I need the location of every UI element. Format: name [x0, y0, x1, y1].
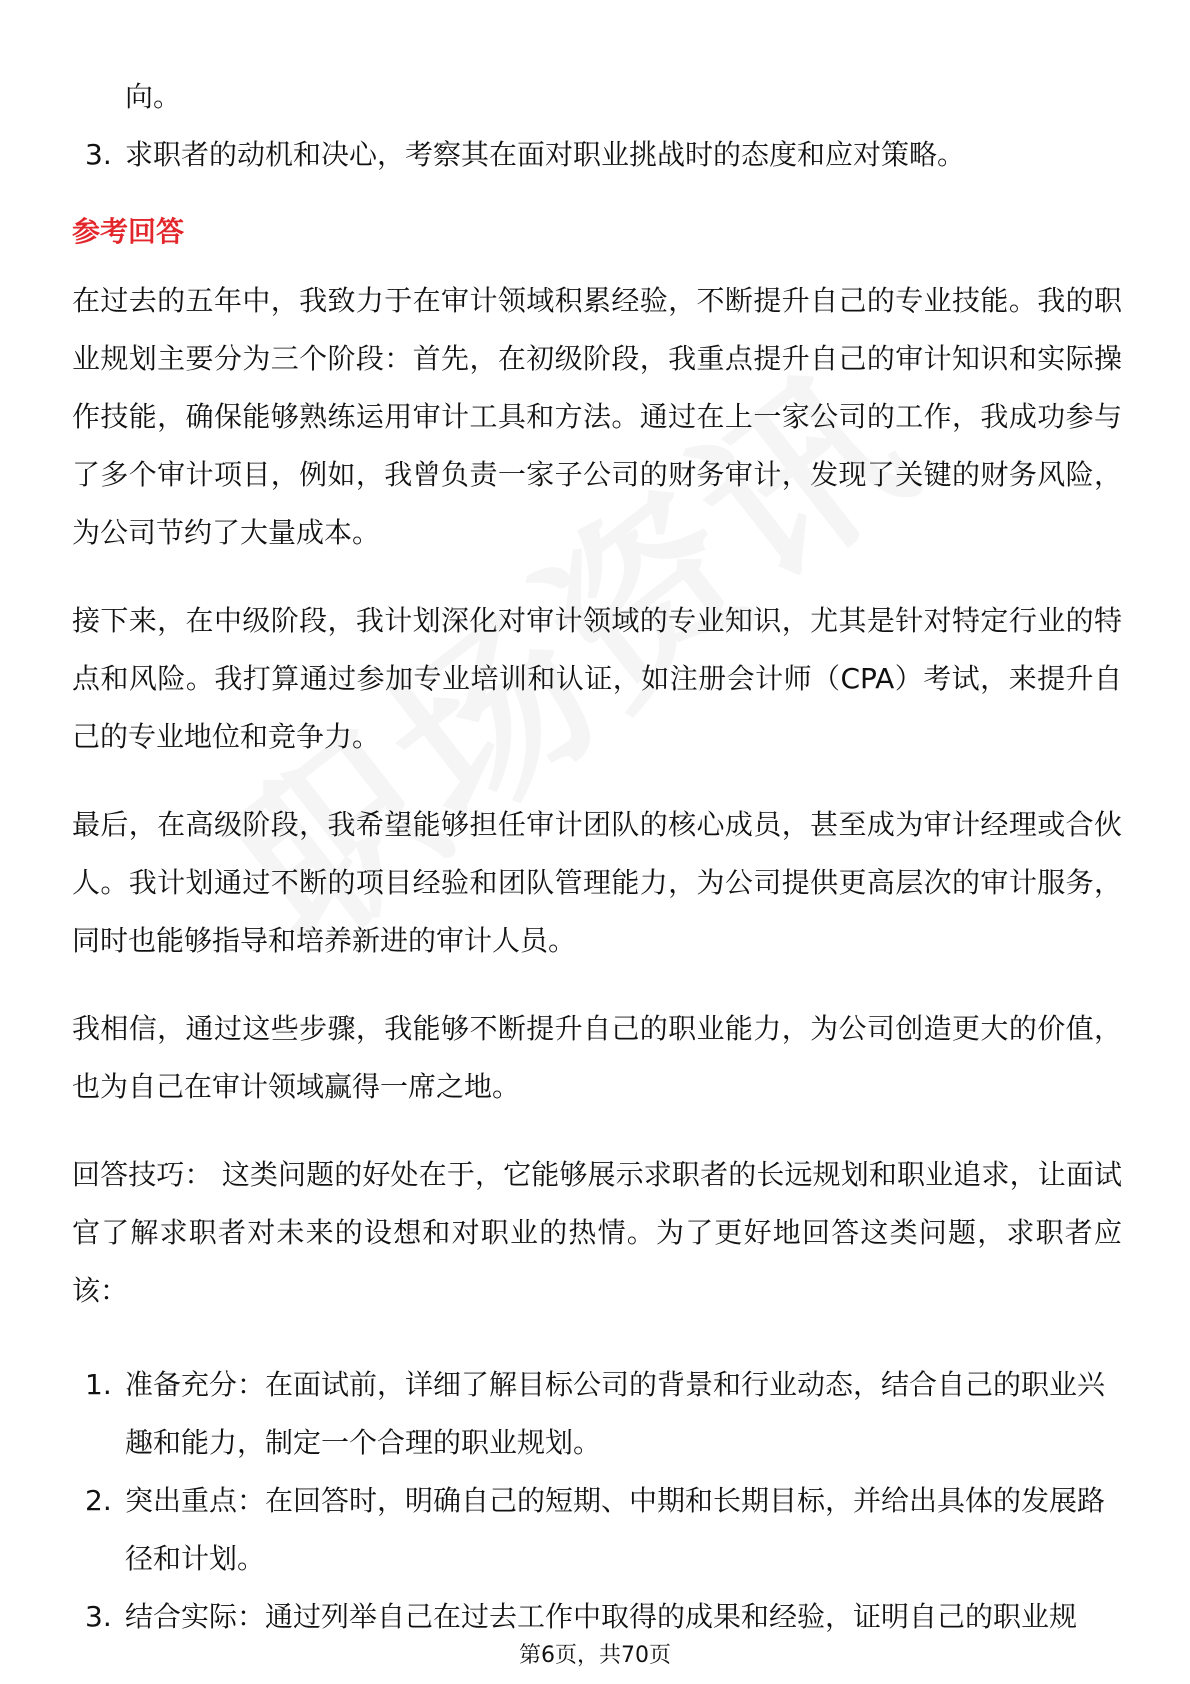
tips-intro-paragraph: 回答技巧： 这类问题的好处在于，它能够展示求职者的长远规划和职业追求，让面试官了解求职者对未来的设想和对职业的热情。为了更好地回答这类问题，求职者应该： — [72, 1158, 1122, 1307]
page-content — [72, 68, 1122, 1646]
list-item-number: 1. — [85, 1368, 112, 1401]
list-item-number: 3. — [85, 138, 112, 171]
answer-paragraph-3: 最后，在高级阶段，我希望能够担任审计团队的核心成员，甚至成为审计经理或合伙人。我计划通过不断的项目经验和团队管理能力，为公司提供更高层次的审计服务，同时也能够指导和培养新进的审计人员。 — [72, 808, 1122, 957]
list-item-text: 结合实际：通过列举自己在过去工作中取得的成果和经验，证明自己的职业规 — [125, 1600, 1078, 1633]
list-item-text: 求职者的动机和决心，考察其在面对职业挑战时的态度和应对策略。 — [125, 138, 966, 171]
answer-paragraph-1: 在过去的五年中，我致力于在审计领域积累经验，不断提升自己的专业技能。我的职业规划主要分为三个阶段：首先，在初级阶段，我重点提升自己的审计知识和实际操作技能，确保能够熟练运用审计工具和方法。通过在上一家公司的工作，我成功参与了多个审计项目，例如，我曾负责一家子公司的财务审计，发现了关键的财务风险，为公司节约了大量成本。 — [72, 284, 1122, 549]
page-number-footer: 第6页，共70页 — [519, 1643, 671, 1668]
section-title: 参考回答 — [72, 215, 185, 248]
list-item-text: 准备充分：在面试前，详细了解目标公司的背景和行业动态，结合自己的职业兴趣和能力，制定一个合理的职业规划。 — [125, 1368, 1106, 1459]
answer-paragraph-4: 我相信，通过这些步骤，我能够不断提升自己的职业能力，为公司创造更大的价值，也为自己在审计领域赢得一席之地。 — [72, 1012, 1122, 1103]
list-item — [72, 1472, 1122, 1588]
list-item-continuation: 向。 — [125, 80, 182, 113]
question-purpose-list — [72, 126, 1122, 184]
list-item — [72, 126, 1122, 184]
list-item-text: 突出重点：在回答时，明确自己的短期、中期和长期目标，并给出具体的发展路径和计划。 — [125, 1484, 1106, 1575]
list-item-number: 3. — [85, 1600, 112, 1633]
tips-list — [72, 1356, 1122, 1646]
answer-paragraph-2: 接下来，在中级阶段，我计划深化对审计领域的专业知识，尤其是针对特定行业的特点和风险。我打算通过参加专业培训和认证，如注册会计师（CPA）考试，来提升自己的专业地位和竞争力。 — [72, 604, 1122, 753]
list-item-number: 2. — [85, 1484, 112, 1517]
list-item — [72, 1356, 1122, 1472]
